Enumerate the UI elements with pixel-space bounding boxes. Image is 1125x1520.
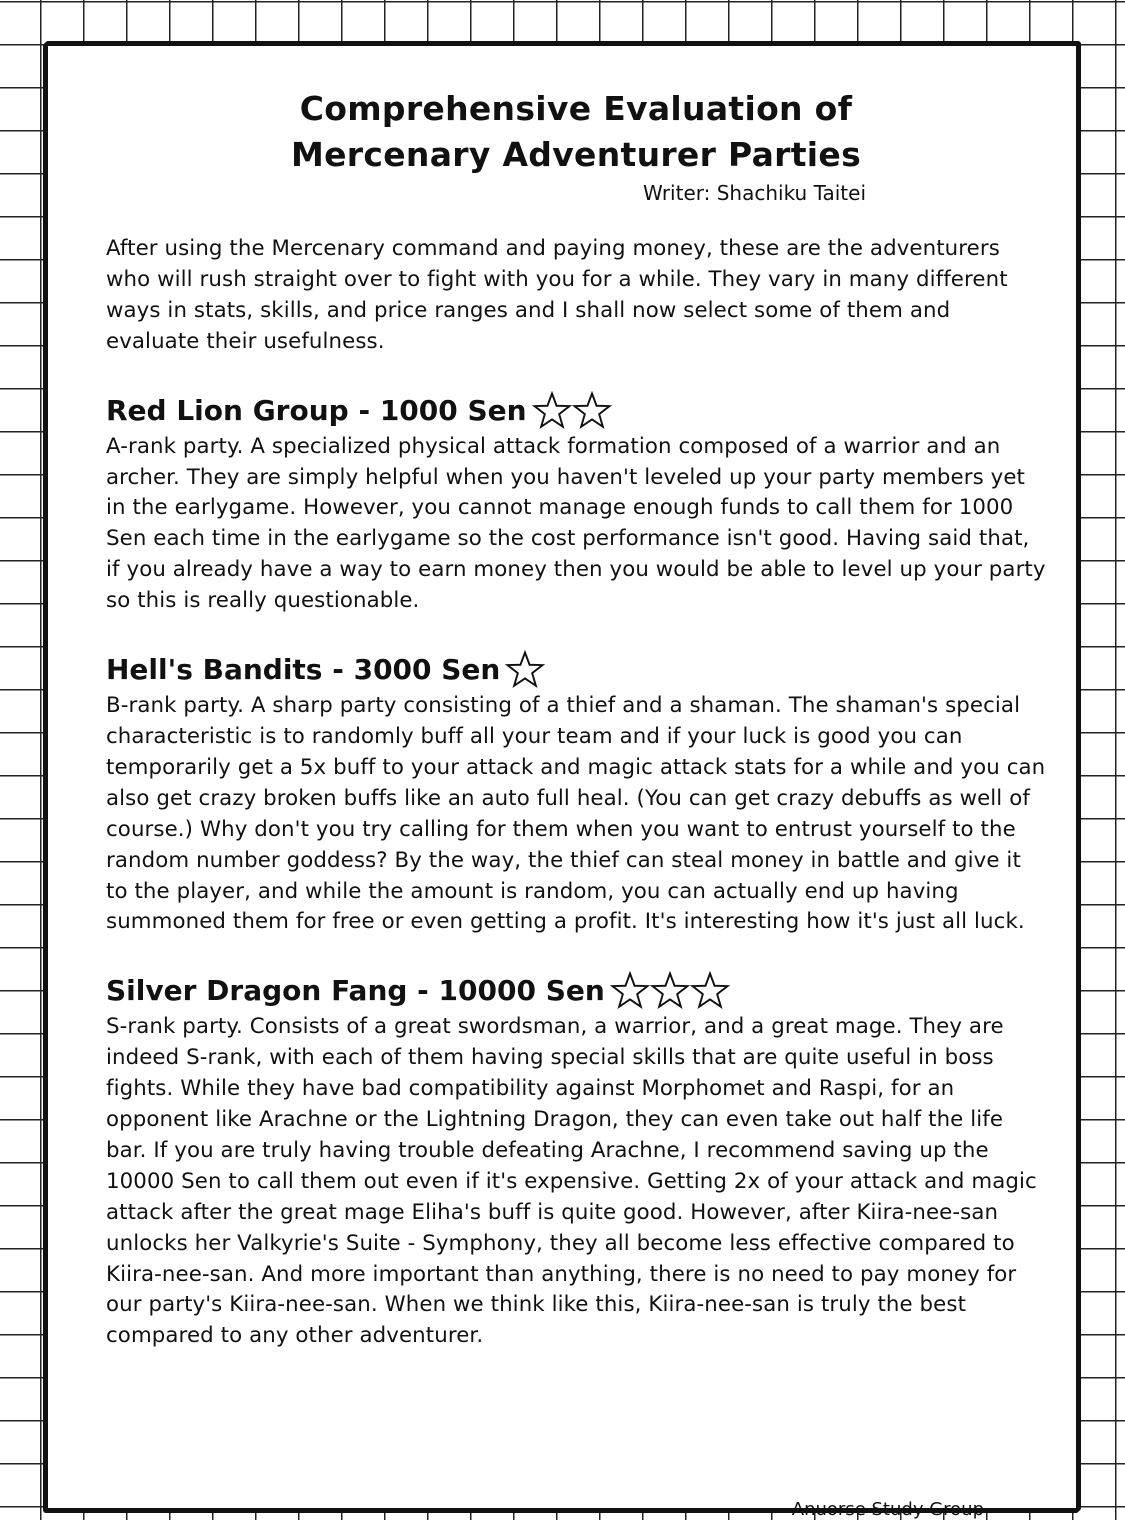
- section-body: A-rank party. A specialized physical attack formation composed of a warrior and an archer. They are simply helpful when you haven't leveled up your party members yet in the earlygame. However, you cannot manage enough funds to call them for 1000 Sen each time in the earlygame so the cost performance isn't good. Having said that, if you already have a way to earn money then you would be able to level up your party so this is really questionable.: [106, 433, 1046, 614]
- title-line-1: Comprehensive Evaluation of: [299, 89, 853, 128]
- article: [106, 86, 1046, 1352]
- page-frame: [44, 42, 1080, 1520]
- section-red-lion: [106, 390, 1046, 617]
- section-heading: [106, 970, 1046, 1012]
- star-icon: [571, 390, 613, 432]
- section-hells-bandits: [106, 649, 1046, 938]
- section-body: B-rank party. A sharp party consisting of a thief and a shaman. The shaman's special characteristic is to randomly buff all your team and if your luck is good you can temporarily get a 5x buff to your attack and magic attack stats for a while and you can also get crazy broken buffs like an auto full heal. (You can get crazy debuffs as well of course.) Why don't you try calling for them when you want to entrust yourself to the random number goddess? By the way, the thief can steal money in battle and give it to the player, and while the amount is random, you can actually end up having summoned them for free or even getting a profit. It's interesting how it's just all luck.: [106, 693, 1046, 935]
- title-line-2: Mercenary Adventurer Parties: [290, 135, 862, 174]
- writer-credit: Writer: Shachiku Taitei: [642, 181, 866, 205]
- star-rating: [531, 390, 611, 432]
- star-icon: [649, 970, 691, 1012]
- footer-signature: Anuorse Study Group: [791, 1499, 984, 1520]
- star-icon: [531, 390, 573, 432]
- section-heading: [106, 649, 1046, 691]
- section-heading-text: Hell's Bandits - 3000 Sen: [106, 653, 501, 687]
- page-title: [106, 86, 1046, 178]
- star-rating: [609, 970, 729, 1012]
- star-rating: [504, 649, 544, 691]
- section-heading: [106, 390, 1046, 432]
- star-icon: [504, 649, 546, 691]
- section-heading-text: Red Lion Group - 1000 Sen: [106, 393, 527, 427]
- section-silver-dragon-fang: [106, 970, 1046, 1352]
- section-heading-text: Silver Dragon Fang - 10000 Sen: [106, 974, 605, 1008]
- star-icon: [609, 970, 651, 1012]
- intro-paragraph: After using the Mercenary command and paying money, these are the adventurers who will rush straight over to fight with you for a while. They vary in many different ways in stats, skills, and price ranges and I shall now select some of them and evaluate their usefulness.: [106, 236, 1008, 354]
- section-body: S-rank party. Consists of a great swordsman, a warrior, and a great mage. They are indeed S-rank, with each of them having special skills that are quite useful in boss fights. While they have bad compatibility against Morphomet and Raspi, for an opponent like Arachne or the Lightning Dragon, they can even take out half the life bar. If you are truly having trouble defeating Arachne, I recommend saving up the 10000 Sen to call them out even if it's expensive. Getting 2x of your attack and magic attack after the great mage Eliha's buff is quite good. However, after Kiira-nee-san unlocks her Valkyrie's Suite - Symphony, they all become less effective compared to Kiira-nee-san. And more important than anything, there is no need to pay money for our party's Kiira-nee-san. When we think like this, Kiira-nee-san is truly the best compared to any other adventurer.: [106, 1014, 1037, 1349]
- star-icon: [689, 970, 731, 1012]
